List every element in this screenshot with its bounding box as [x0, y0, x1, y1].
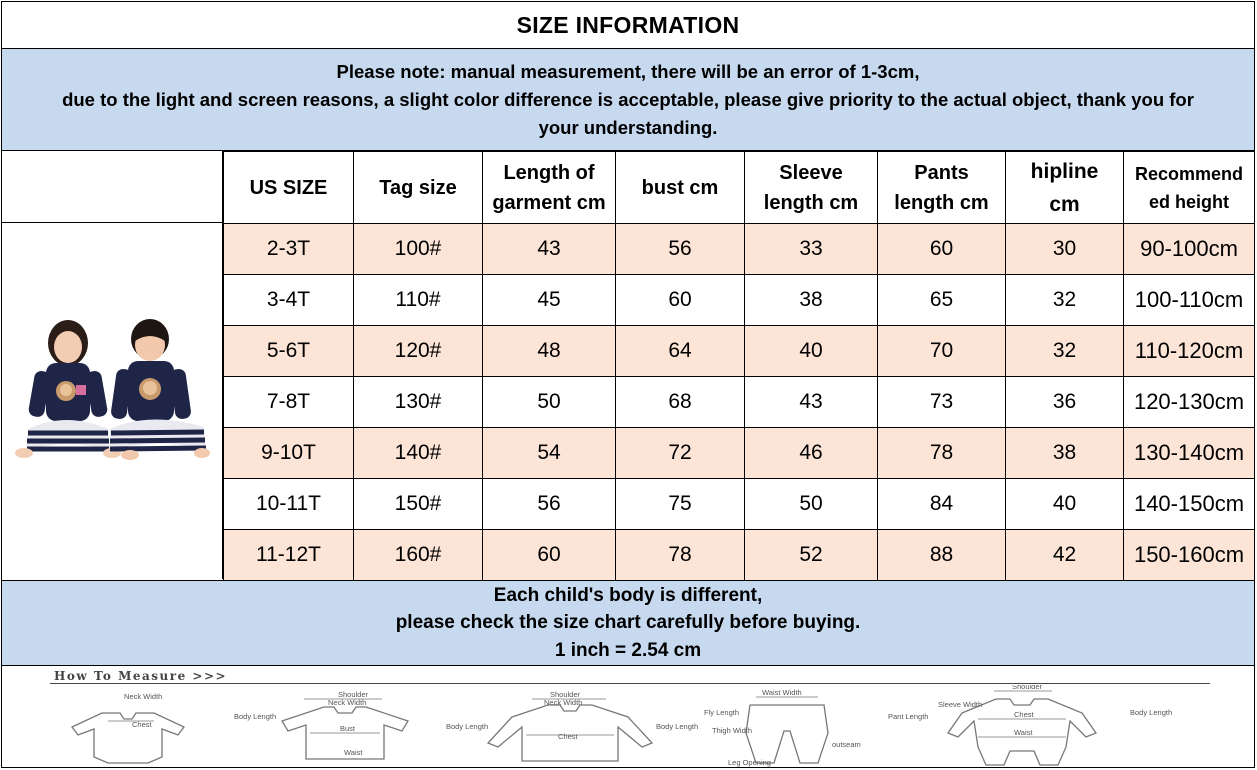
recommended-height-cell: 100-110cm: [1124, 275, 1255, 326]
label-body-length-3: Body Length: [656, 722, 699, 731]
pants-length-cell: 84: [878, 479, 1006, 530]
pants-length-cell: 78: [878, 428, 1006, 479]
bust-cell: 64: [616, 326, 745, 377]
label-waist-width: Waist Width: [762, 688, 802, 697]
garment-length-cell: 54: [483, 428, 616, 479]
tag-size-cell: 100#: [354, 224, 483, 275]
label-body-length: Body Length: [234, 712, 277, 721]
pants-length-cell: 88: [878, 530, 1006, 581]
bust-cell: 78: [616, 530, 745, 581]
label-chest-2: Chest: [558, 732, 578, 741]
note-line: Please note: manual measurement, there will be an error of 1-3cm,: [336, 60, 920, 82]
garment-length-cell: 45: [483, 275, 616, 326]
bust-cell: 60: [616, 275, 745, 326]
recommended-height-cell: 120-130cm: [1124, 377, 1255, 428]
hipline-cell: 36: [1006, 377, 1124, 428]
label-shoulder: Shoulder: [338, 690, 369, 699]
sleeve-length-cell: 52: [745, 530, 878, 581]
header-bust: bust cm: [616, 152, 745, 224]
table-row: [224, 479, 1255, 530]
header-hipline: hipline cm: [1006, 152, 1124, 224]
footer-line: please check the size chart carefully before buying.: [395, 612, 861, 634]
label-leg-opening: Leg Opening: [728, 758, 771, 767]
divider: [50, 683, 1210, 684]
label-neck-width-3: Neck Width: [544, 698, 583, 707]
us-size-cell: 10-11T: [224, 479, 354, 530]
sleeve-length-cell: 50: [745, 479, 878, 530]
header-pants-length: Pants length cm: [878, 152, 1006, 224]
recommended-height-cell: 110-120cm: [1124, 326, 1255, 377]
hipline-cell: 32: [1006, 275, 1124, 326]
label-waist: Waist: [344, 748, 363, 757]
garment-length-cell: 43: [483, 224, 616, 275]
recommended-height-cell: 150-160cm: [1124, 530, 1255, 581]
sleeve-length-cell: 33: [745, 224, 878, 275]
table-row: [224, 326, 1255, 377]
recommended-height-cell: 90-100cm: [1124, 224, 1255, 275]
header-us-size: US SIZE: [224, 152, 354, 224]
label-shoulder-2: Shoulder: [550, 690, 581, 699]
table-row: [224, 530, 1255, 581]
garment-length-cell: 56: [483, 479, 616, 530]
header-tag-size: Tag size: [354, 152, 483, 224]
size-chart-sheet: [1, 1, 1255, 768]
bust-cell: 56: [616, 224, 745, 275]
table-row: [224, 275, 1255, 326]
measure-diagrams: [62, 685, 1202, 767]
product-photo-cell: [2, 151, 223, 579]
label-shoulder-3: Shoulder: [1012, 685, 1043, 691]
sleeve-length-cell: 43: [745, 377, 878, 428]
label-bust: Bust: [340, 724, 356, 733]
garment-length-cell: 48: [483, 326, 616, 377]
tag-size-cell: 160#: [354, 530, 483, 581]
hipline-cell: 42: [1006, 530, 1124, 581]
label-sleeve-width: Sleeve Width: [938, 700, 983, 709]
hipline-cell: 40: [1006, 479, 1124, 530]
us-size-cell: 2-3T: [224, 224, 354, 275]
us-size-cell: 5-6T: [224, 326, 354, 377]
label-neck-width-2: Neck Width: [328, 698, 367, 707]
sleeve-length-cell: 46: [745, 428, 878, 479]
us-size-cell: 9-10T: [224, 428, 354, 479]
table-row: [224, 224, 1255, 275]
label-neck-width: Neck Width: [124, 692, 163, 701]
garment-length-cell: 50: [483, 377, 616, 428]
label-fly-length: Fly Length: [704, 708, 740, 717]
label-thigh-width: Thigh Width: [712, 726, 753, 735]
table-row: [224, 377, 1255, 428]
size-table-area: [2, 151, 1254, 579]
note-line: due to the light and screen reasons, a slight color difference is acceptable, please give priority to the actual object, thank you for: [62, 88, 1194, 110]
tag-size-cell: 150#: [354, 479, 483, 530]
bust-cell: 68: [616, 377, 745, 428]
label-waist-2: Waist: [1014, 728, 1033, 737]
how-to-measure-section: [2, 665, 1254, 767]
pants-length-cell: 70: [878, 326, 1006, 377]
size-table: [223, 151, 1255, 581]
garment-length-cell: 60: [483, 530, 616, 581]
how-to-measure-title: How To Measure >>>: [54, 669, 228, 683]
label-body-length-2: Body Length: [446, 722, 489, 731]
boy-figure: [110, 319, 210, 460]
recommended-height-cell: 130-140cm: [1124, 428, 1255, 479]
label-chest: Chest: [132, 720, 152, 729]
tag-size-cell: 110#: [354, 275, 483, 326]
label-chest-3: Chest: [1014, 710, 1034, 719]
tag-size-cell: 120#: [354, 326, 483, 377]
pants-length-cell: 73: [878, 377, 1006, 428]
us-size-cell: 3-4T: [224, 275, 354, 326]
tag-size-cell: 140#: [354, 428, 483, 479]
hipline-cell: 38: [1006, 428, 1124, 479]
header-blank-cell: [2, 151, 223, 223]
kids-pajama-photo: [10, 311, 214, 481]
sleeve-length-cell: 38: [745, 275, 878, 326]
sleeve-length-cell: 40: [745, 326, 878, 377]
measurement-note: [2, 49, 1254, 151]
footer-line: 1 inch = 2.54 cm: [554, 639, 702, 661]
label-pant-length: Pant Length: [888, 712, 929, 721]
label-outseam: outseam: [832, 740, 861, 749]
us-size-cell: 7-8T: [224, 377, 354, 428]
us-size-cell: 11-12T: [224, 530, 354, 581]
hipline-cell: 30: [1006, 224, 1124, 275]
size-advice-footer: [2, 580, 1254, 666]
note-line: your understanding.: [538, 116, 718, 138]
bust-cell: 72: [616, 428, 745, 479]
bust-cell: 75: [616, 479, 745, 530]
pants-length-cell: 65: [878, 275, 1006, 326]
size-info-title: SIZE INFORMATION: [2, 2, 1254, 49]
tag-size-cell: 130#: [354, 377, 483, 428]
table-row: [224, 428, 1255, 479]
table-header-row: [224, 152, 1255, 224]
girl-figure: [15, 320, 121, 458]
pants-length-cell: 60: [878, 224, 1006, 275]
header-recommended-height: Recommend ed height: [1124, 152, 1255, 224]
header-garment-length: Length of garment cm: [483, 152, 616, 224]
hipline-cell: 32: [1006, 326, 1124, 377]
label-body-length-4: Body Length: [1130, 708, 1173, 717]
recommended-height-cell: 140-150cm: [1124, 479, 1255, 530]
footer-line: Each child's body is different,: [493, 584, 763, 606]
header-sleeve-length: Sleeve length cm: [745, 152, 878, 224]
